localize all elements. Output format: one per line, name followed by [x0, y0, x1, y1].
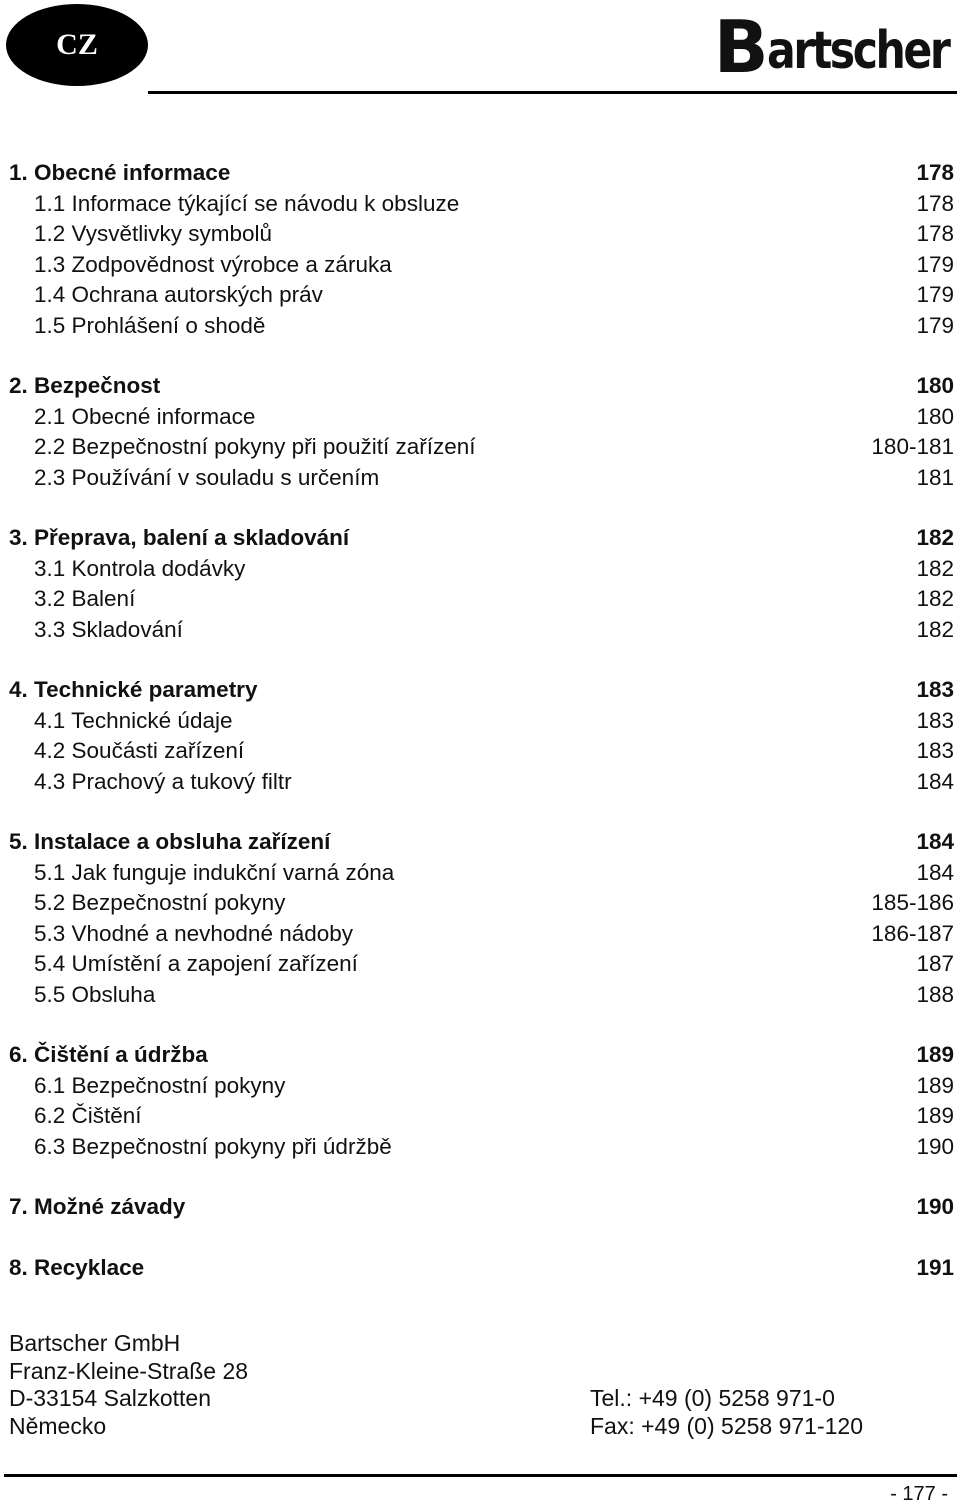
- toc-section: [9, 829, 954, 860]
- toc-entry-page: 189: [916, 1072, 954, 1098]
- toc-entry-title: 1.1 Informace týkající se návodu k obsluze: [34, 190, 460, 216]
- toc-entry-title: 5.2 Bezpečnostní pokyny: [34, 890, 286, 915]
- toc-section: [9, 1255, 954, 1286]
- toc-entry: [9, 282, 954, 313]
- footer-rule: [4, 1474, 957, 1477]
- toc-section-title: 7. Možné závady: [9, 1194, 186, 1219]
- toc-entry-page: 188: [916, 981, 954, 1007]
- toc-entry: [9, 556, 954, 587]
- toc-entry-title: 1.4 Ochrana autorských práv: [34, 282, 323, 307]
- toc-section-page: 190: [916, 1194, 954, 1219]
- toc-entry-page: 182: [916, 616, 954, 642]
- toc-entry: [9, 738, 954, 769]
- toc-entry: [9, 434, 954, 465]
- toc-entry-title: 2.3 Používání v souladu s určením: [34, 464, 380, 490]
- city: D-33154 Salzkotten: [9, 1385, 212, 1411]
- toc-entry-page: 179: [916, 282, 954, 307]
- toc-entry-page: 190: [916, 1133, 954, 1159]
- toc-entry: [9, 313, 954, 344]
- toc-section-title: 2. Bezpečnost: [9, 373, 161, 398]
- toc-entry-page: 179: [916, 312, 954, 338]
- language-code: CZ: [56, 28, 98, 61]
- toc-entry-page: 179: [916, 251, 954, 277]
- toc-section-page: 183: [916, 677, 954, 702]
- toc-section-page: 182: [916, 525, 954, 550]
- toc-section: [9, 160, 954, 191]
- header-rule: [148, 91, 957, 94]
- toc-entry: [9, 982, 954, 1013]
- toc-entry-title: 5.4 Umístění a zapojení zařízení: [34, 951, 358, 976]
- section-gap: [9, 1012, 954, 1042]
- page-number: - 177 -: [890, 1483, 948, 1505]
- toc-entry: [9, 921, 954, 952]
- toc-entry-title: 4.3 Prachový a tukový filtr: [34, 768, 292, 794]
- toc-entry-title: 1.2 Vysvětlivky symbolů: [34, 221, 272, 246]
- toc-section-page: 191: [916, 1254, 954, 1280]
- toc-entry-page: 178: [916, 190, 954, 216]
- toc-entry-title: 3.1 Kontrola dodávky: [34, 555, 246, 581]
- toc-entry: [9, 404, 954, 435]
- toc-entry-page: 187: [916, 951, 954, 976]
- toc-section: [9, 677, 954, 708]
- language-badge: [6, 4, 148, 86]
- toc-section-page: 178: [916, 160, 954, 185]
- toc-entry-page: 182: [916, 586, 954, 611]
- toc-entry-page: 184: [916, 859, 954, 885]
- toc-section: [9, 525, 954, 556]
- toc-section-title: 8. Recyklace: [9, 1254, 145, 1280]
- country: Německo: [9, 1412, 107, 1439]
- section-gap: [9, 647, 954, 677]
- toc-entry: [9, 221, 954, 252]
- toc-entry-page: 185-186: [871, 890, 954, 915]
- toc-entry: [9, 890, 954, 921]
- toc-entry-title: 5.3 Vhodné a nevhodné nádoby: [34, 920, 354, 946]
- toc-entry-title: 5.5 Obsluha: [34, 981, 156, 1007]
- toc-entry-title: 1.3 Zodpovědnost výrobce a záruka: [34, 251, 392, 277]
- table-of-contents: [9, 160, 954, 1285]
- toc-section-page: 189: [916, 1042, 954, 1067]
- section-gap: [9, 343, 954, 373]
- toc-entry-title: 6.2 Čištění: [34, 1103, 142, 1128]
- toc-section-page: 184: [916, 829, 954, 854]
- toc-entry-title: 1.5 Prohlášení o shodě: [34, 312, 266, 338]
- toc-section-title: 3. Přeprava, balení a skladování: [9, 525, 350, 550]
- section-gap: [9, 495, 954, 525]
- toc-entry-title: 3.3 Skladování: [34, 616, 183, 642]
- toc-entry-title: 2.2 Bezpečnostní pokyny při použití zařízení: [34, 434, 476, 459]
- company-name: Bartscher GmbH: [9, 1330, 181, 1356]
- bartscher-logo: [713, 5, 949, 89]
- toc-section-title: 1. Obecné informace: [9, 160, 231, 185]
- toc-entry: [9, 769, 954, 800]
- street: Franz-Kleine-Straße 28: [9, 1357, 249, 1384]
- toc-entry-title: 2.1 Obecné informace: [34, 403, 256, 429]
- toc-entry: [9, 465, 954, 496]
- toc-entry-page: 182: [916, 555, 954, 581]
- logo-rest: artscher: [766, 21, 949, 81]
- toc-entry-page: 181: [916, 464, 954, 490]
- toc-section-title: 6. Čištění a údržba: [9, 1042, 208, 1067]
- toc-entry-page: 183: [916, 707, 954, 733]
- section-gap: [9, 1164, 954, 1194]
- section-gap: [9, 799, 954, 829]
- toc-entry-title: 5.1 Jak funguje indukční varná zóna: [34, 859, 395, 885]
- toc-entry-page: 180-181: [871, 434, 954, 459]
- toc-entry: [9, 252, 954, 283]
- telephone: Tel.: +49 (0) 5258 971-0: [590, 1385, 835, 1411]
- toc-entry-title: 6.3 Bezpečnostní pokyny při údržbě: [34, 1133, 392, 1159]
- toc-section-title: 4. Technické parametry: [9, 677, 258, 702]
- section-gap: [9, 1225, 954, 1255]
- toc-entry: [9, 617, 954, 648]
- toc-section: [9, 1194, 954, 1225]
- toc-entry-page: 180: [916, 403, 954, 429]
- toc-entry: [9, 1073, 954, 1104]
- toc-section-title: 5. Instalace a obsluha zařízení: [9, 829, 331, 854]
- toc-entry: [9, 1134, 954, 1165]
- toc-entry-page: 184: [916, 768, 954, 794]
- toc-entry: [9, 191, 954, 222]
- toc-section: [9, 373, 954, 404]
- toc-entry-page: 178: [916, 221, 954, 246]
- toc-entry-page: 189: [916, 1103, 954, 1128]
- toc-entry: [9, 708, 954, 739]
- toc-entry-page: 183: [916, 738, 954, 763]
- toc-entry: [9, 860, 954, 891]
- company-address: [9, 1330, 248, 1440]
- toc-entry-title: 4.2 Součásti zařízení: [34, 738, 245, 763]
- toc-entry: [9, 586, 954, 617]
- toc-entry-page: 186-187: [871, 920, 954, 946]
- toc-entry: [9, 1103, 954, 1134]
- toc-entry: [9, 951, 954, 982]
- toc-entry-title: 3.2 Balení: [34, 586, 136, 611]
- logo-initial: B: [713, 5, 767, 89]
- toc-section-page: 180: [916, 373, 954, 398]
- contact-info: [590, 1385, 863, 1440]
- toc-section: [9, 1042, 954, 1073]
- fax: Fax: +49 (0) 5258 971-120: [590, 1412, 863, 1439]
- toc-entry-title: 4.1 Technické údaje: [34, 707, 233, 733]
- toc-entry-title: 6.1 Bezpečnostní pokyny: [34, 1072, 286, 1098]
